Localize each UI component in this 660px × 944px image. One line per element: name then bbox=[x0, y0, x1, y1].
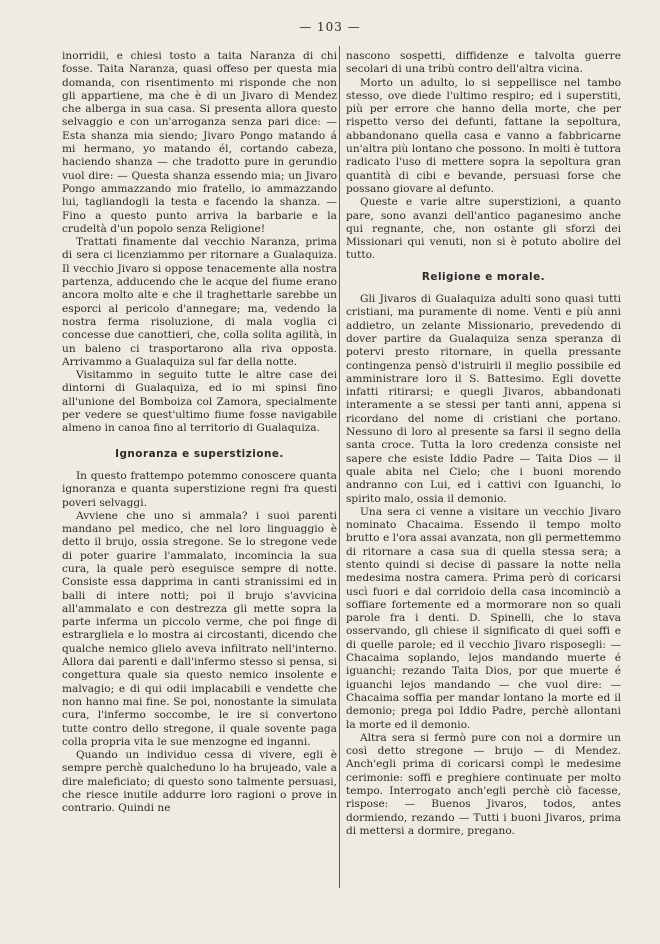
right-column bbox=[346, 50, 621, 838]
paragraph: Visitammo in seguito tutte le altre case dei dintorni di Gualaquiza, ed io mi spinsi fino all'unione del Bomboiza col Zamora, specialmente per vedere se quest'ultimo fiume fosse navigabile almeno in canoa fino al territorio di Gualaquiza. bbox=[62, 369, 337, 435]
paragraph: inorridii, e chiesi tosto a taita Naranza di chi fosse. Taita Naranza, quasi offeso per questa mia domanda, con risentimento mi risponde che non gli appartiene, ma che è di un Jivaro di Mendez che alberga in sua casa. Si presenta allora questo selvaggio e con un'arroganza senza pari dice: — Esta shanza mia siendo; Jivaro Pongo matando á mi hermano, yo matando él, cortando cabeza, haciendo shanza — che tradotto pure in gerundio vuol dire: — Questa shanza essendo mia; un Jivaro Pongo ammazzando mio fratello, io ammazzando lui, tagliandogli la testa e facendo la shanza. — Fino a questo punto arriva la barbarie e la crudeltà d'un popolo senza Religione! bbox=[62, 50, 337, 235]
paragraph: Una sera ci venne a visitare un vecchio Jivaro nominato Chacaima. Essendo il tempo molto brutto e l'ora assai avanzata, non gli permettemmo di ritornare a casa sua di quella stessa sera; a stento quindi si decise di passare la notte nella medesima nostra camera. Prima però di coricarsi uscì fuori e dal corridoio della casa incominciò a soffiare fortemente ed a mormorare non so quali parole fra i denti. D. Spinelli, che lo stava osservando, gli chiese il significato di quei soffi e di quelle parole; ed il vecchio Jivaro risposegli: — Chacaima soplando, lejos mandando muerte é iguanchi; rezando Taita Dios, por que muerte é iguanchi lejos mandando — che vuol dire: — Chacaima soffia per mandar lontano la morte ed il demonio; prega poi Iddio Padre, perchè allontani la morte ed il demonio. bbox=[346, 505, 621, 731]
paragraph: In questo frattempo potemmo conoscere quanta ignoranza e quanta superstizione regni fra questi poveri selvaggi. bbox=[62, 469, 337, 509]
paragraph: Gli Jivaros di Gualaquiza adulti sono quasi tutti cristiani, ma puramente di nome. Venti e più anni addietro, un zelante Missionario, prevedendo di dover partire da Gualaquiza senza speranza di potervi presto ritornare, in quella pressante contingenza pensò d'istruirli il meglio possibile ed amministrare loro il S. Battesimo. Egli dovette infatti ritirarsi; e quegli Jivaros, abbandonati interamente a se stessi per tanti anni, appena si ricordano del nome di cristiani che portano. Nessuno di loro al presente sa farsi il segno della santa croce. Tutta la loro credenza consiste nel sapere che esiste Iddio Padre — Taita Dios — il quale abita nel Cielo; che i buoni morendo andranno con Lui, ed i cattivi con Iguanchi, lo spirito malo, ossia il demonio. bbox=[346, 293, 621, 505]
paragraph: Queste e varie altre superstizioni, a quanto pare, sono avanzi dell'antico paganesimo anche qui regnante, che, non ostante gli sforzi dei Missionari qui venuti, non si è potuto abolire del tutto. bbox=[346, 196, 621, 262]
paragraph: Trattati finamente dal vecchio Naranza, prima di sera ci licenziammo per ritornare a Gualaquiza. Il vecchio Jivaro si oppose tenacemente alla nostra partenza, adducendo che le acque del fiume erano ancora molto alte e che il traghettarle sarebbe un esporci al pericolo d'annegare; ma, vedendo la nostra ferma risoluzione, di mala voglia ci concesse due canottieri, che, colla solita agilità, in un baleno ci trasportarono alla riva opposta. Arrivammo a Gualaquiza sul far della notte. bbox=[62, 236, 337, 368]
page-number: — 103 — bbox=[299, 20, 361, 34]
paragraph: Avviene che uno si ammala? i suoi parenti mandano pel medico, che nel loro linguaggio è detto il brujo, ossia stregone. Se lo stregone vede di poter guarire l'ammalato, incomincia la sua cura, la quale però eseguisce sempre di notte. Consiste essa dapprima in canti stranissimi ed in balli di intere notti; poi il brujo s'avvicina all'ammalato e con destrezza gli mette sopra la parte inferma un piccolo verme, che poi finge di estrargliela e lo mostra ai circostanti, dicendo che qualche nemico glielo aveva infiltrato nell'interno. Allora dai parenti e dall'infermo stesso si pensa, si congettura quale sia questo nemico insolente e malvagio; e di qui odii implacabili e vendette che non hanno mai fine. Se poi, nonostante la simulata cura, l'infermo soccombe, le ire si convertono tutte contro dello stregone, il quale sovente paga colla propria vita le sue menzogne ed inganni. bbox=[62, 509, 337, 748]
column-divider bbox=[339, 46, 340, 888]
section-heading-ignoranza: Ignoranza e superstizione. bbox=[115, 447, 284, 460]
left-column bbox=[62, 50, 337, 816]
paragraph: Quando un individuo cessa di vivere, egli è sempre perchè qualcheduno lo ha brujeado, vale a dire maleficiato; di questo sono talmente persuasi, che riesce inutile addurre loro ragioni o prove in contrario. Quindi ne bbox=[62, 749, 337, 815]
section-heading-religione: Religione e morale. bbox=[421, 270, 546, 283]
paragraph: nascono sospetti, diffidenze e talvolta guerre secolari di una tribù contro dell'altra vicina. bbox=[346, 50, 621, 76]
paragraph: Morto un adulto, lo si seppellisce nel tambo stesso, ove diede l'ultimo respiro; ed i superstiti, più per errore che hanno della morte, che per rispetto verso dei defunti, fattane la sepoltura, abbandonano quella casa e vanno a fabbricarne un'altra più lontano che possono. In molti è tuttora radicato l'uso di mettere sopra la sepoltura gran quantità di cibi e bevande, persuasi forse che possano giovare al defunto. bbox=[346, 76, 621, 195]
paragraph: Altra sera si fermò pure con noi a dormire un così detto stregone — brujo — di Mendez. Anch'egli prima di coricarsi compì le medesime cerimonie: soffi e preghiere continuate per molto tempo. Interrogato anch'egli perchè ciò facesse, rispose: — Buenos Jivaros, todos, antes dormiendo, rezando — Tutti i buoni Jivaros, prima di mettersi a dormire, pregano. bbox=[346, 731, 621, 837]
